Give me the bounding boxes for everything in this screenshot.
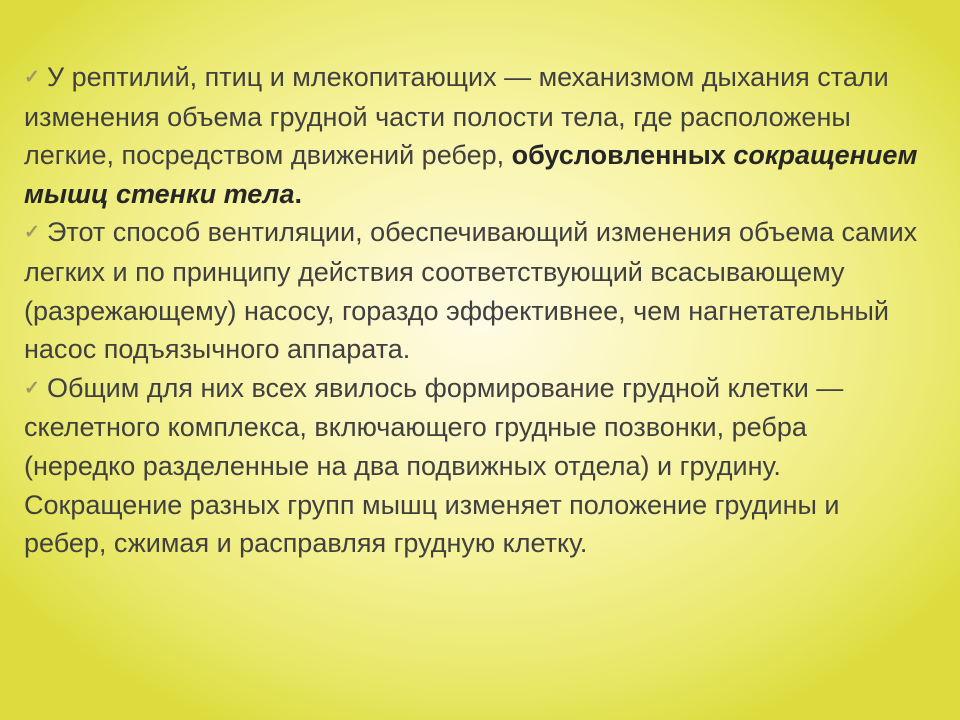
checkmark-icon: ✓	[24, 377, 40, 399]
checkmark-icon: ✓	[24, 67, 40, 88]
bullet-item-2	[24, 213, 924, 368]
bullet-2-text: Этот способ вентиляции, обеспечивающий изменения объема самих легких и по принципу действия соответствующий всасывающему (разрежающему) насосу, гораздо эффективнее, чем нагнетательный насос подъязычного аппарата.	[24, 217, 918, 365]
bullet-item-1	[24, 58, 924, 213]
checkmark-icon: ✓	[24, 222, 40, 244]
bullet-3-text: Общим для них всех явилось формирование грудной клетки — скелетного комплекса, включающего грудные позвонки, ребра (нередко разделенные на два подвижных отдела) и грудину. Сокращение разных групп мышц изменяет положение грудины и ребер, сжимая и расправляя грудную клетку.	[24, 372, 844, 559]
bullet-1-bold-text: обусловленных	[511, 140, 734, 171]
bullet-item-3	[24, 369, 924, 563]
bullet-1-end-text: .	[294, 178, 302, 209]
slide-body	[24, 58, 924, 563]
bullet-1-bolditalic-text: сокращением мышц стенки тела	[24, 140, 918, 209]
bullet-1-text: У рептилий, птиц и млекопитающих — механизмом дыхания стали изменения объема грудной части полости тела, где расположены легкие, посредством движений ребер,	[24, 62, 889, 171]
